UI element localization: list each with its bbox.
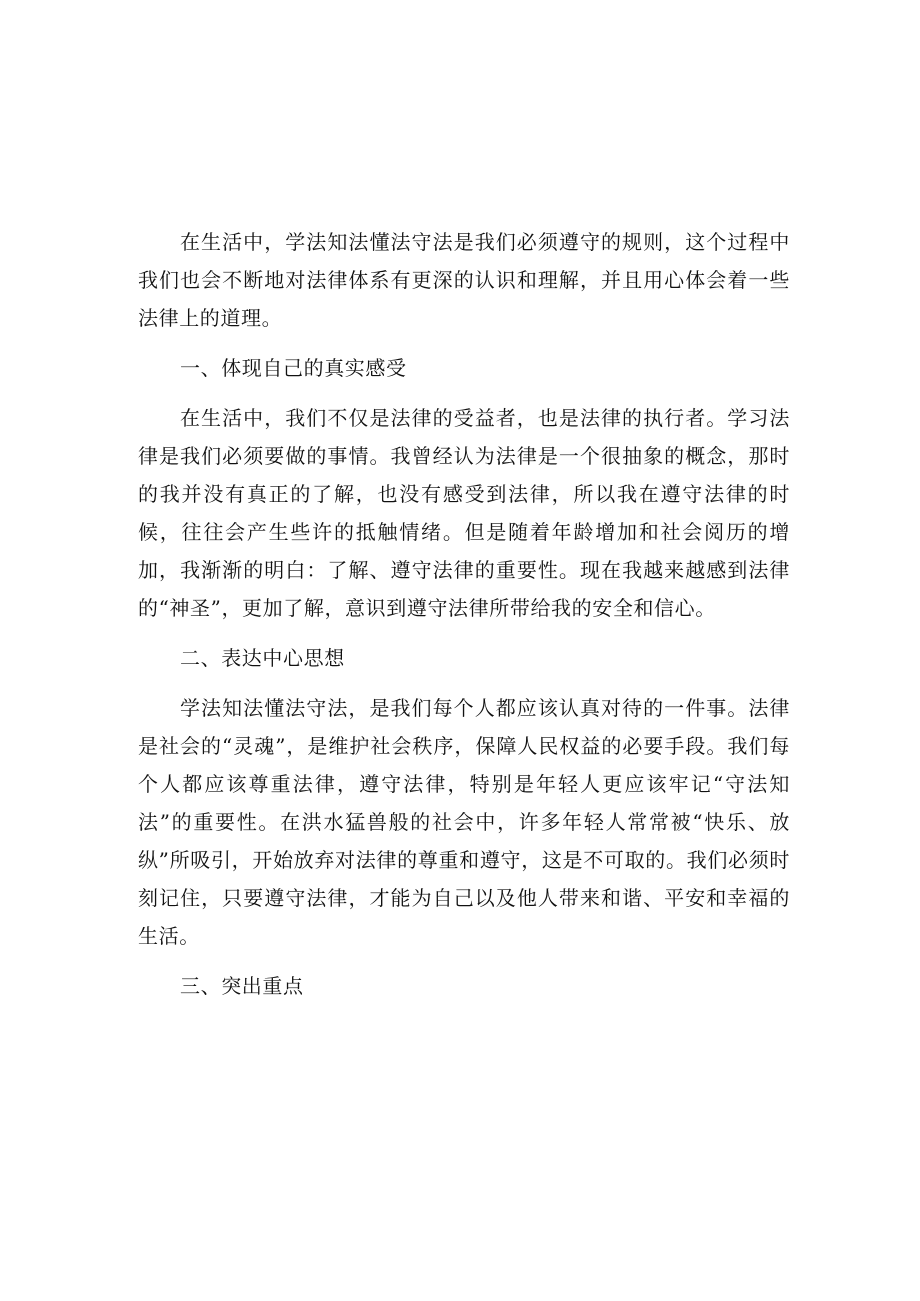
section-heading-1: 一、体现自己的真实感受 [180,356,407,380]
section-heading-3: 三、突出重点 [180,974,304,998]
section-2-paragraph: 学法知法懂法守法，是我们每个人都应该认真对待的一件事。法律是社会的“灵魂”，是维护社会秩序，保障人民权益的必要手段。我们每个人都应该尊重法律，遵守法律，特别是年轻人更应该牢记“守法知法”的重要性。在洪水猛兽般的社会中，许多年轻人常常被“快乐、放纵”所吸引，开始放弃对法律的尊重和遵守，这是不可取的。我们必须时刻记住，只要遵守法律，才能为自己以及他人带来和谐、平安和幸福的生活。 [138,696,790,948]
section-1-paragraph: 在生活中，我们不仅是法律的受益者，也是法律的执行者。学习法律是我们必须要做的事情。我曾经认为法律是一个很抽象的概念，那时的我并没有真正的了解，也没有感受到法律，所以我在遵守法律的时候，往往会产生些许的抵触情绪。但是随着年龄增加和社会阅历的增加，我渐渐的明白：了解、遵守法律的重要性。现在我越来越感到法律的“神圣”，更加了解，意识到遵守法律所带给我的安全和信心。 [138,406,790,620]
section-heading-2: 二、表达中心思想 [180,646,345,670]
intro-paragraph: 在生活中，学法知法懂法守法是我们必须遵守的规则，这个过程中我们也会不断地对法律体系有更深的认识和理解，并且用心体会着一些法律上的道理。 [138,230,790,330]
document-body [138,223,790,1017]
